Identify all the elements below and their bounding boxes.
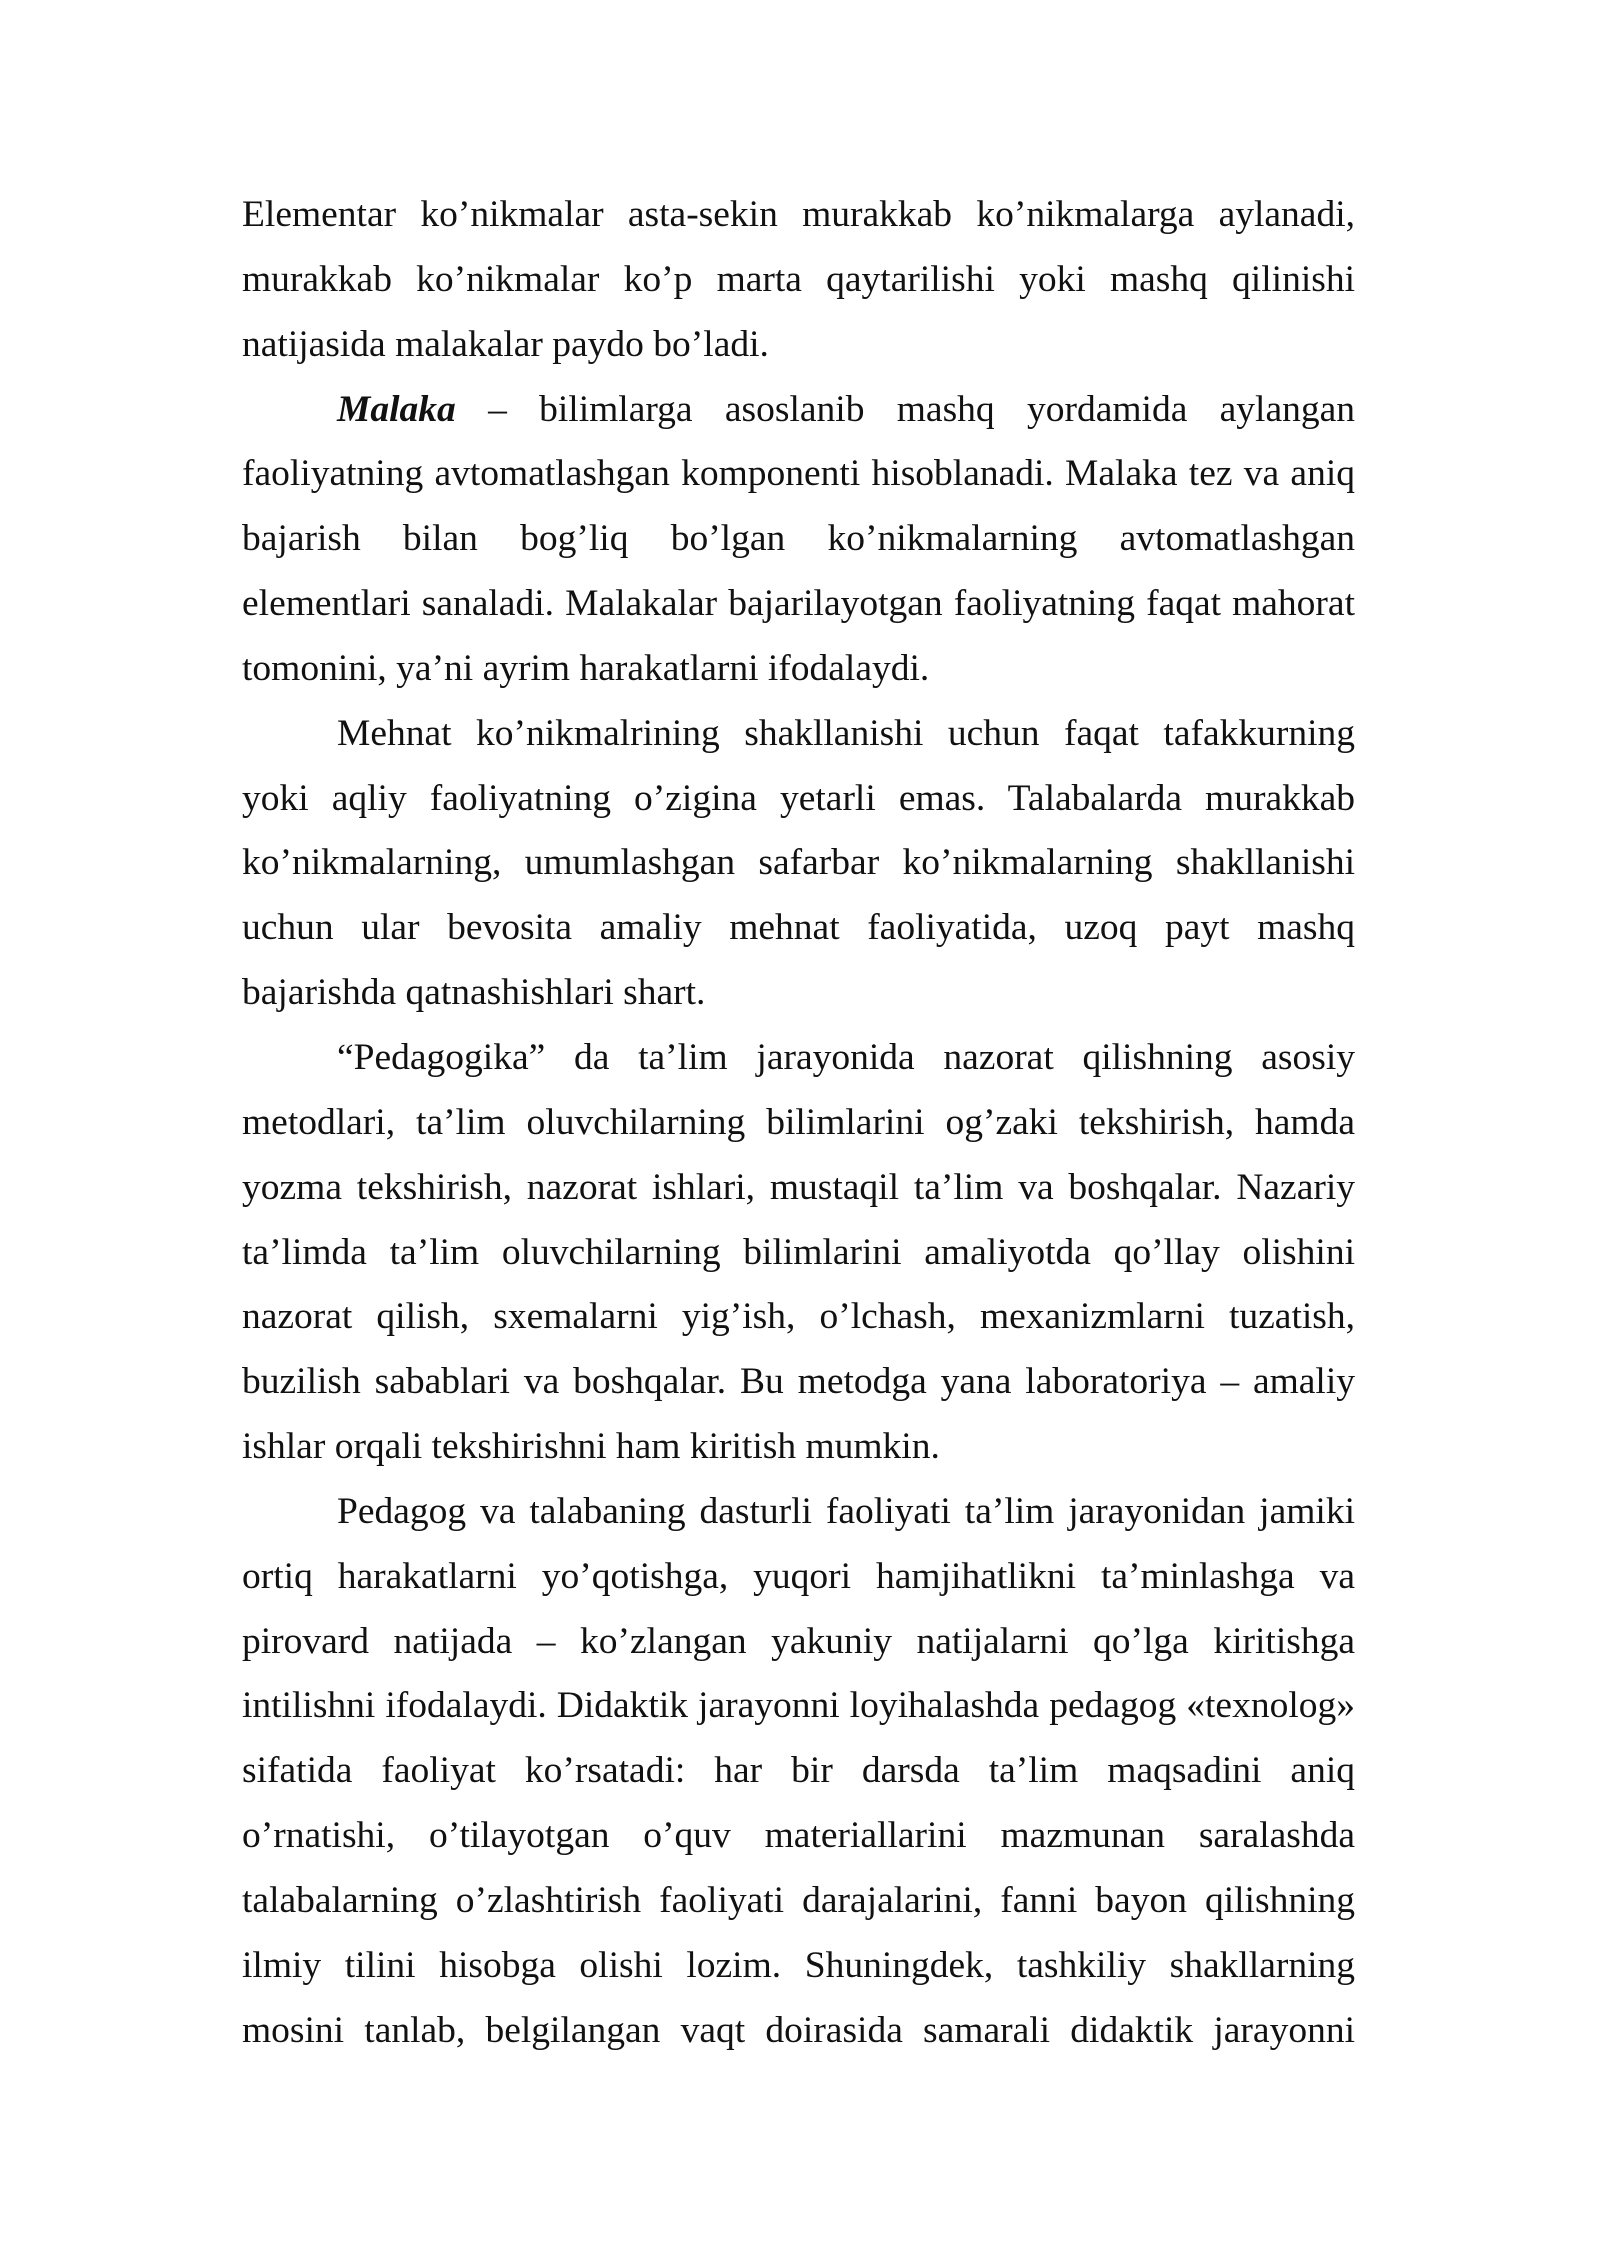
paragraph-line: Mehnat ko’nikmalrining shakllanishi uchun faqat tafakkurning xyxy=(337,712,1355,754)
paragraph-line: uchun ular bevosita amaliy mehnat faoliyatida, uzoq payt mashq xyxy=(242,907,1355,949)
paragraph-line: tomonini, ya’ni ayrim harakatlarni ifodalaydi. xyxy=(242,647,930,689)
paragraph-line: natijasida malakalar paydo bo’ladi. xyxy=(242,323,769,365)
paragraph xyxy=(242,702,1355,1026)
paragraph-line: Pedagog va talabaning dasturli faoliyati ta’lim jarayonidan jamiki xyxy=(337,1490,1355,1532)
paragraph-line: ta’limda ta’lim oluvchilarning bilimlarini amaliyotda qo’llay olishini xyxy=(242,1231,1355,1273)
paragraph-line: intilishni ifodalaydi. Didaktik jarayonni loyihalashda pedagog «texnolog» xyxy=(242,1685,1355,1727)
paragraph-line: sifatida faoliyat ko’rsatadi: har bir darsda ta’lim maqsadini aniq xyxy=(242,1750,1355,1792)
paragraph-line: yozma tekshirish, nazorat ishlari, mustaqil ta’lim va boshqalar. Nazariy xyxy=(242,1166,1355,1208)
paragraph-line-text: – bilimlarga asoslanib mashq yordamida aylangan xyxy=(488,388,1355,430)
paragraph-line: ilmiy tilini hisobga olishi lozim. Shuningdek, tashkiliy shakllarning xyxy=(242,1944,1355,1986)
paragraph xyxy=(242,1480,1355,2064)
paragraph-line xyxy=(242,378,1355,443)
paragraph-line: ishlar orqali tekshirishni ham kiritish mumkin. xyxy=(242,1426,940,1468)
paragraph-line: ko’nikmalarning, umumlashgan safarbar ko’nikmalarning shakllanishi xyxy=(242,842,1355,884)
paragraph-line: bajarish bilan bog’liq bo’lgan ko’nikmalarning avtomatlashgan xyxy=(242,518,1355,560)
paragraph-line: nazorat qilish, sxemalarni yig’ish, o’lchash, mexanizmlarni tuzatish, xyxy=(242,1296,1355,1338)
paragraph-line: yoki aqliy faoliyatning o’zigina yetarli emas. Talabalarda murakkab xyxy=(242,777,1355,819)
paragraph-line: ortiq harakatlarni yo’qotishga, yuqori hamjihatlikni ta’minlashga va xyxy=(242,1555,1355,1597)
paragraph xyxy=(242,378,1355,702)
paragraph xyxy=(242,183,1355,378)
defined-term: Malaka xyxy=(337,388,456,430)
paragraph-line: o’rnatishi, o’tilayotgan o’quv materiallarini mazmunan saralashda xyxy=(242,1815,1355,1857)
paragraph-line: “Pedagogika” da ta’lim jarayonida nazorat qilishning asosiy xyxy=(337,1036,1355,1078)
document-body xyxy=(242,183,1355,2063)
paragraph-line: faoliyatning avtomatlashgan komponenti hisoblanadi. Malaka tez va aniq xyxy=(242,453,1355,495)
paragraph-line: mosini tanlab, belgilangan vaqt doirasida samarali didaktik jarayonni xyxy=(242,2009,1355,2051)
paragraph-line: metodlari, ta’lim oluvchilarning bilimlarini og’zaki tekshirish, hamda xyxy=(242,1101,1355,1143)
paragraph-line: talabalarning o’zlashtirish faoliyati darajalarini, fanni bayon qilishning xyxy=(242,1879,1355,1921)
paragraph-line: Elementar ko’nikmalar asta-sekin murakkab ko’nikmalarga aylanadi, xyxy=(242,194,1355,235)
paragraph-line: pirovard natijada – ko’zlangan yakuniy natijalarni qo’lga kiritishga xyxy=(242,1620,1355,1662)
paragraph-line: elementlari sanaladi. Malakalar bajarilayotgan faoliyatning faqat mahorat xyxy=(242,583,1355,625)
paragraph xyxy=(242,1026,1355,1480)
paragraph-line: bajarishda qatnashishlari shart. xyxy=(242,972,706,1014)
paragraph-line: murakkab ko’nikmalar ko’p marta qaytarilishi yoki mashq qilinishi xyxy=(242,258,1355,300)
paragraph-line: buzilish sabablari va boshqalar. Bu metodga yana laboratoriya – amaliy xyxy=(242,1361,1355,1403)
